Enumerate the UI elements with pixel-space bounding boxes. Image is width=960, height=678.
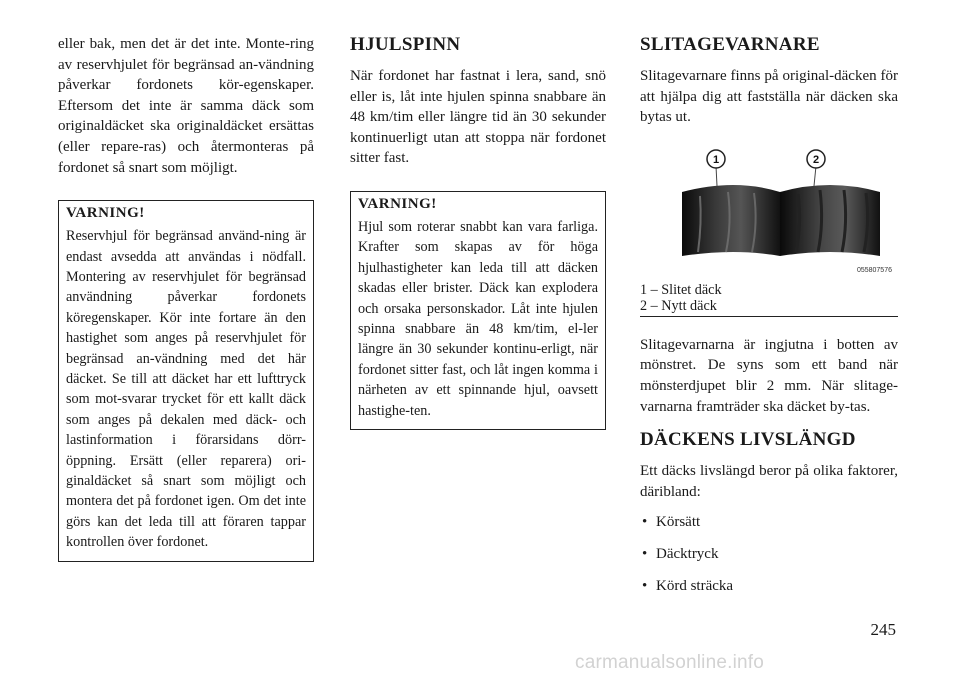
warning-text: Reservhjul för begränsad använd-ning är endast avsedda att användas i nödfall. Montering av reservhjulet för begränsad användning påverkar fordonets köregenskaper. Kör inte fortare än den hastighet som anges på reservhjulet för begränsad an-vändning med det här däcket. Se till att däcket har ett lufttryck som mot-svarar trycket för ett kallt däck som anges på dekalen med däck- och lastinformation i förarsidans dörr-öppning. Ersätt (eller reparera) ori-ginaldäcket så snart som möjligt och montera det på fordonet igen. Om det inte görs kan det leda till att föraren tappar kontrollen över fordonet. xyxy=(66,228,306,551)
tire-tread-figure xyxy=(640,148,898,278)
caption-divider xyxy=(640,316,898,317)
livslangd-paragraph: Ett däcks livslängd beror på olika faktorer, däribland: xyxy=(640,463,898,500)
list-item: • Körd sträcka xyxy=(642,578,734,595)
warning-box-spare-tire xyxy=(58,200,314,562)
watermark: carmanualsonline.info xyxy=(575,652,765,673)
figure-caption-worn: 1 – Slitet däck xyxy=(640,281,722,298)
warning-title: VARNING! xyxy=(358,195,437,212)
figure-code: 055807576 xyxy=(856,266,892,274)
tire-illustration xyxy=(640,148,898,278)
section-heading-livslangd: DÄCKENS LIVSLÄNGD xyxy=(640,429,856,451)
slitagevarnare-paragraph: Slitagevarnarna är ingjutna i botten av mönstret. De syns som ett band när mönsterdjupet blir 2 mm. När slitage-varnarna framträder ska däcket by-tas. xyxy=(640,336,898,415)
warning-text: Hjul som roterar snabbt kan vara farliga. Krafter som skapas av för höga hjulhastigheter kan leda till att däcken skadas eller brister. Däck kan explodera och orsaka personskador. Låt inte hjulen spinna snabbare än 48 km/tim, el-ler längre än 30 sekunder kontinu-erligt, när fordonet sitter fast, och låt ingen komma i närheten av ett spinnande hjul, oavsett hastighe-ten. xyxy=(358,218,598,419)
figure-caption-new: 2 – Nytt däck xyxy=(640,297,717,314)
warning-title: VARNING! xyxy=(66,205,145,222)
callout-2-label: 2 xyxy=(812,153,820,166)
list-item: • Däcktryck xyxy=(642,546,719,563)
slitagevarnare-intro: Slitagevarnare finns på original-däcken för att hjälpa dig att fastställa när däcken ska bytas ut. xyxy=(640,68,898,126)
callout-1-label: 1 xyxy=(712,153,720,166)
intro-paragraph: eller bak, men det är det inte. Monte-ring av reservhjulet för begränsad an-vändning påverkar fordonets kör-egenskaper. Eftersom det inte är samma däck som originaldäcket ska originaldäcket ersättas (eller repare-ras) och återmonteras på fordonet så snart som möjligt. xyxy=(58,36,314,176)
factor-list xyxy=(640,512,898,596)
hjulspinn-paragraph: När fordonet har fastnat i lera, sand, snö eller is, låt inte hjulen spinna snabbare än 48 km/tim eller längre tid än 30 sekunder kontinuerligt utan att stoppa när fordonet sitter fast. xyxy=(350,68,606,167)
worn-tire xyxy=(682,185,780,256)
warning-box-wheel-spin xyxy=(350,191,606,430)
section-heading-hjulspinn: HJULSPINN xyxy=(350,34,461,55)
page-number: 245 xyxy=(870,620,896,639)
column-middle xyxy=(350,34,606,430)
column-left xyxy=(58,34,314,562)
column-right xyxy=(640,34,898,608)
list-item: • Körsätt xyxy=(642,514,701,531)
section-heading-slitagevarnare: SLITAGEVARNARE xyxy=(640,34,820,55)
